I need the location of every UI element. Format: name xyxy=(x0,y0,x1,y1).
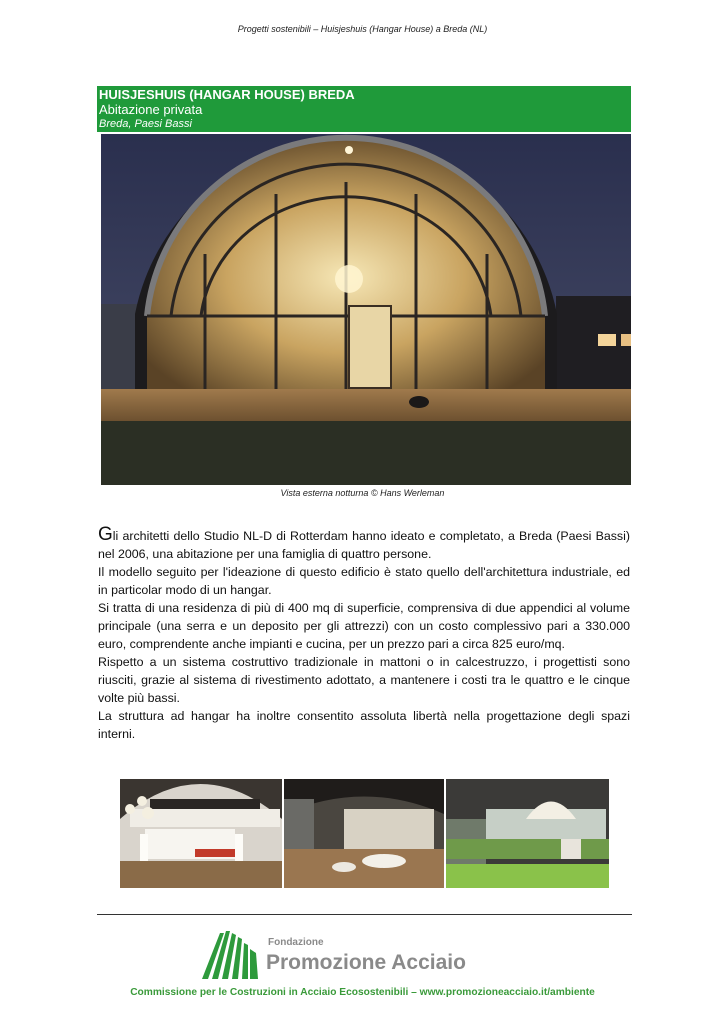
interior-photo-2 xyxy=(284,779,444,888)
logo-big-text: Promozione Acciaio xyxy=(266,951,466,974)
project-title: HUISJESHUIS (HANGAR HOUSE) BREDA xyxy=(99,87,355,102)
footer-text: Commissione per le Costruzioni in Acciaio Ecosostenibili – www.promozioneacciaio.it/ambiente xyxy=(130,987,595,998)
article-body xyxy=(98,526,630,743)
interior-photo-1 xyxy=(120,779,282,888)
paragraph: Il modello seguito per l'ideazione di questo edificio è stato quello dell'architettura industriale, ed in particolar modo di un hangar. xyxy=(98,565,630,597)
project-title-bar xyxy=(97,86,631,132)
project-location: Breda, Paesi Bassi xyxy=(99,118,192,130)
first-paragraph-text: li architetti dello Studio NL-D di Rotterdam hanno ideato e completato, a Breda (Paesi Bassi) nel 2006, una abitazione per una famiglia di quattro persone. xyxy=(98,529,630,561)
hero-caption: Vista esterna notturna © Hans Werleman xyxy=(280,488,445,498)
paragraph: Si tratta di una residenza di più di 400 mq di superficie, comprensiva di due appendici al volume principale (una serra e un deposito per gli attrezzi) con un costo complessivo pari a 330.000 euro, comprendente anche impianti e cucina, per un prezzo pari a circa 825 euro/mq. xyxy=(98,601,630,651)
footer-divider xyxy=(97,914,632,915)
project-type: Abitazione privata xyxy=(99,102,203,117)
interior-photo-3 xyxy=(446,779,609,888)
paragraph: La struttura ad hangar ha inoltre consentito assoluta libertà nella progettazione degli spazi interni. xyxy=(98,709,630,741)
paragraph: Rispetto a un sistema costruttivo tradizionale in mattoni o in calcestruzzo, i progettisti sono riusciti, grazie al sistema di rivestimento adottato, a mantenere i costi tra le quattro e le cinque volte più bassi. xyxy=(98,655,630,705)
drop-cap: G xyxy=(98,524,113,545)
running-header: Progetti sostenibili – Huisjeshuis (Hangar House) a Breda (NL) xyxy=(237,24,488,34)
logo-small-text: Fondazione xyxy=(268,937,324,948)
promozione-acciaio-logo xyxy=(200,927,520,987)
hero-photo xyxy=(101,134,631,485)
paragraph xyxy=(98,526,630,563)
